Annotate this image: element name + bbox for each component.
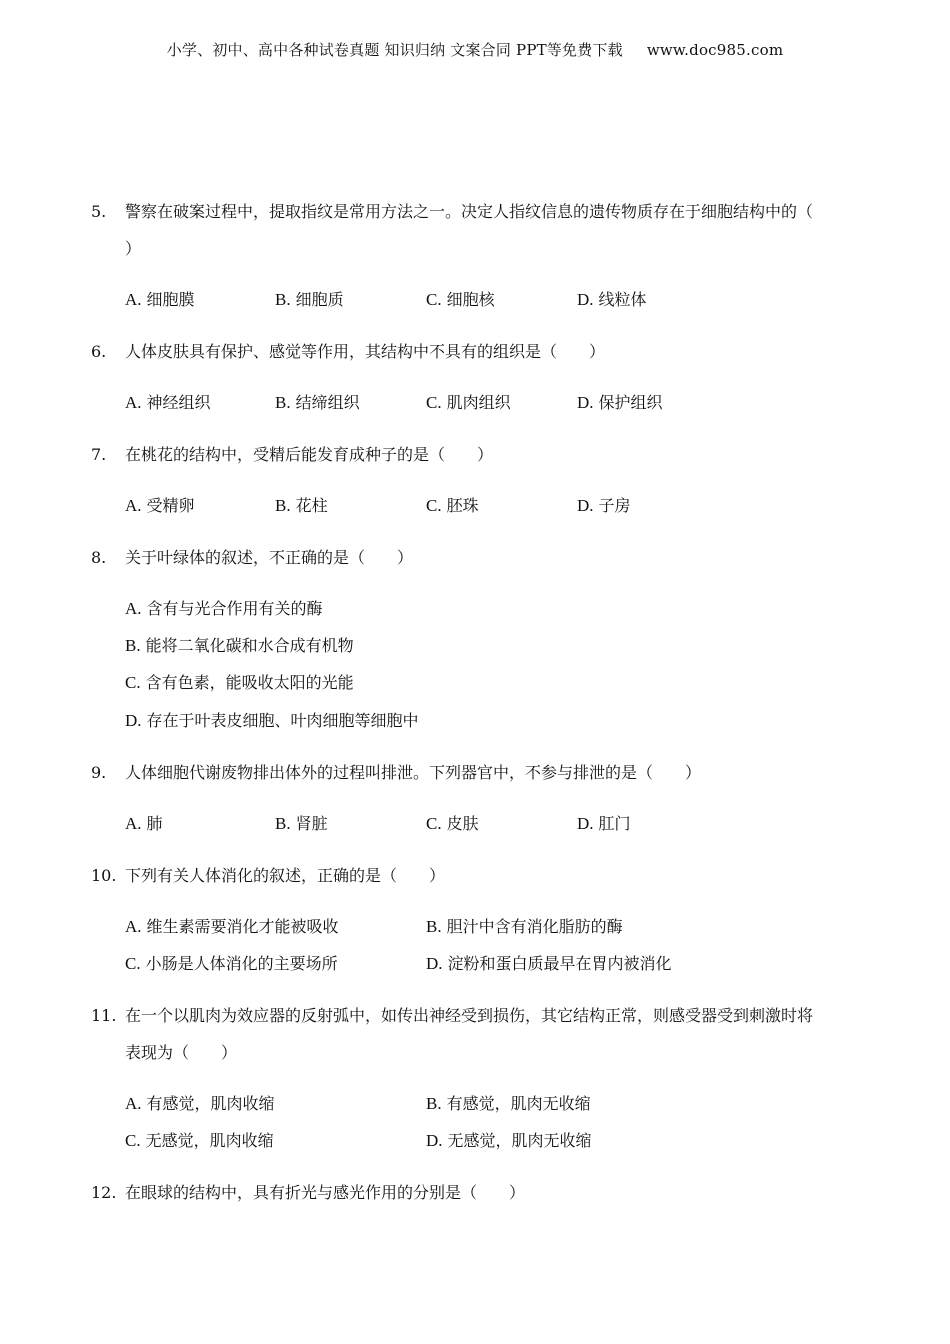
question-number: 12. (91, 1183, 117, 1202)
option-letter: B. (275, 814, 291, 833)
option-text: 有感觉，肌肉无收缩 (446, 1094, 591, 1113)
option-text: 受精卵 (146, 496, 195, 515)
option-letter: B. (426, 1094, 442, 1113)
question-stem: 警察在破案过程中，提取指纹是常用方法之一。决定人指纹信息的遗传物质存在于细胞结构中的（ (125, 202, 814, 221)
option-c (125, 955, 338, 973)
option-letter: A. (125, 1094, 142, 1113)
option-d (125, 712, 419, 730)
option-letter: A. (125, 599, 142, 618)
option-b (275, 291, 344, 309)
page-header (0, 39, 950, 60)
question-stem: 在眼球的结构中，具有折光与感光作用的分别是（ ） (125, 1183, 526, 1202)
option-letter: D. (577, 496, 594, 515)
question-number: 8. (91, 548, 107, 567)
option-text: 皮肤 (446, 814, 479, 833)
option-text: 肛门 (598, 814, 631, 833)
option-text: 淀粉和蛋白质最早在胃内被消化 (447, 954, 672, 973)
option-letter: B. (275, 496, 291, 515)
option-letter: C. (426, 393, 442, 412)
option-text: 细胞膜 (146, 290, 195, 309)
header-text: 小学、初中、高中各种试卷真题 知识归纳 文案合同 PPT等免费下载 (166, 41, 623, 59)
question-stem: 在一个以肌肉为效应器的反射弧中，如传出神经受到损伤，其它结构正常，则感受器受到刺激时将 (125, 1006, 814, 1025)
option-b (275, 394, 360, 412)
option-a (125, 918, 339, 936)
option-letter: C. (426, 290, 442, 309)
option-text: 花柱 (295, 496, 328, 515)
option-text: 胚珠 (446, 496, 479, 515)
option-d (577, 394, 663, 412)
option-c (426, 497, 479, 515)
option-a (125, 815, 163, 833)
header-url[interactable]: www.doc985.com (646, 41, 784, 59)
option-b (275, 497, 328, 515)
option-letter: A. (125, 393, 142, 412)
question-number: 10. (91, 866, 117, 885)
question-stem: 人体皮肤具有保护、感觉等作用，其结构中不具有的组织是（ ） (125, 342, 606, 361)
option-letter: D. (577, 814, 594, 833)
option-text: 无感觉，肌肉无收缩 (447, 1131, 592, 1150)
option-letter: A. (125, 814, 142, 833)
option-letter: B. (275, 393, 291, 412)
option-b (426, 918, 623, 936)
question-stem: 关于叶绿体的叙述，不正确的是（ ） (125, 548, 414, 567)
option-letter: D. (577, 393, 594, 412)
question-number: 7. (91, 445, 107, 464)
option-text: 子房 (598, 496, 631, 515)
option-text: 含有色素，能吸收太阳的光能 (145, 673, 354, 692)
question-stem-continued: ） (125, 239, 142, 258)
option-text: 维生素需要消化才能被吸收 (146, 917, 339, 936)
option-letter: B. (426, 917, 442, 936)
option-text: 含有与光合作用有关的酶 (146, 599, 323, 618)
option-letter: C. (426, 496, 442, 515)
option-letter: D. (125, 711, 142, 730)
option-letter: A. (125, 496, 142, 515)
option-letter: C. (426, 814, 442, 833)
option-text: 细胞质 (295, 290, 344, 309)
option-b (275, 815, 328, 833)
option-letter: D. (426, 954, 443, 973)
question-number: 11. (91, 1006, 117, 1025)
option-text: 结缔组织 (295, 393, 360, 412)
question-stem-continued: 表现为（ ） (125, 1043, 238, 1062)
option-a (125, 394, 211, 412)
option-b (125, 637, 354, 655)
question-number: 9. (91, 763, 107, 782)
option-c (125, 1132, 274, 1150)
option-text: 胆汁中含有消化脂肪的酶 (446, 917, 623, 936)
option-text: 保护组织 (598, 393, 663, 412)
option-d (426, 1132, 592, 1150)
option-text: 存在于叶表皮细胞、叶肉细胞等细胞中 (146, 711, 419, 730)
option-letter: A. (125, 290, 142, 309)
option-text: 能将二氧化碳和水合成有机物 (145, 636, 354, 655)
option-c (125, 674, 354, 692)
question-number: 6. (91, 342, 107, 361)
option-text: 无感觉，肌肉收缩 (145, 1131, 274, 1150)
option-letter: D. (426, 1131, 443, 1150)
option-letter: C. (125, 673, 141, 692)
option-a (125, 497, 195, 515)
option-d (577, 497, 631, 515)
option-letter: D. (577, 290, 594, 309)
option-text: 肌肉组织 (446, 393, 511, 412)
option-text: 肾脏 (295, 814, 328, 833)
option-text: 神经组织 (146, 393, 211, 412)
question-stem: 人体细胞代谢废物排出体外的过程叫排泄。下列器官中，不参与排泄的是（ ） (125, 763, 702, 782)
option-d (426, 955, 672, 973)
question-number: 5. (91, 202, 107, 221)
option-letter: A. (125, 917, 142, 936)
option-text: 线粒体 (598, 290, 647, 309)
option-d (577, 815, 631, 833)
option-text: 有感觉，肌肉收缩 (146, 1094, 275, 1113)
option-d (577, 291, 647, 309)
option-text: 小肠是人体消化的主要场所 (145, 954, 338, 973)
option-a (125, 1095, 275, 1113)
option-a (125, 600, 323, 618)
option-text: 细胞核 (446, 290, 495, 309)
option-c (426, 394, 511, 412)
option-text: 肺 (146, 814, 163, 833)
question-stem: 下列有关人体消化的叙述，正确的是（ ） (125, 866, 446, 885)
option-letter: C. (125, 954, 141, 973)
option-b (426, 1095, 591, 1113)
option-letter: C. (125, 1131, 141, 1150)
option-c (426, 291, 495, 309)
option-letter: B. (125, 636, 141, 655)
option-a (125, 291, 195, 309)
option-letter: B. (275, 290, 291, 309)
option-c (426, 815, 479, 833)
question-stem: 在桃花的结构中，受精后能发育成种子的是（ ） (125, 445, 494, 464)
